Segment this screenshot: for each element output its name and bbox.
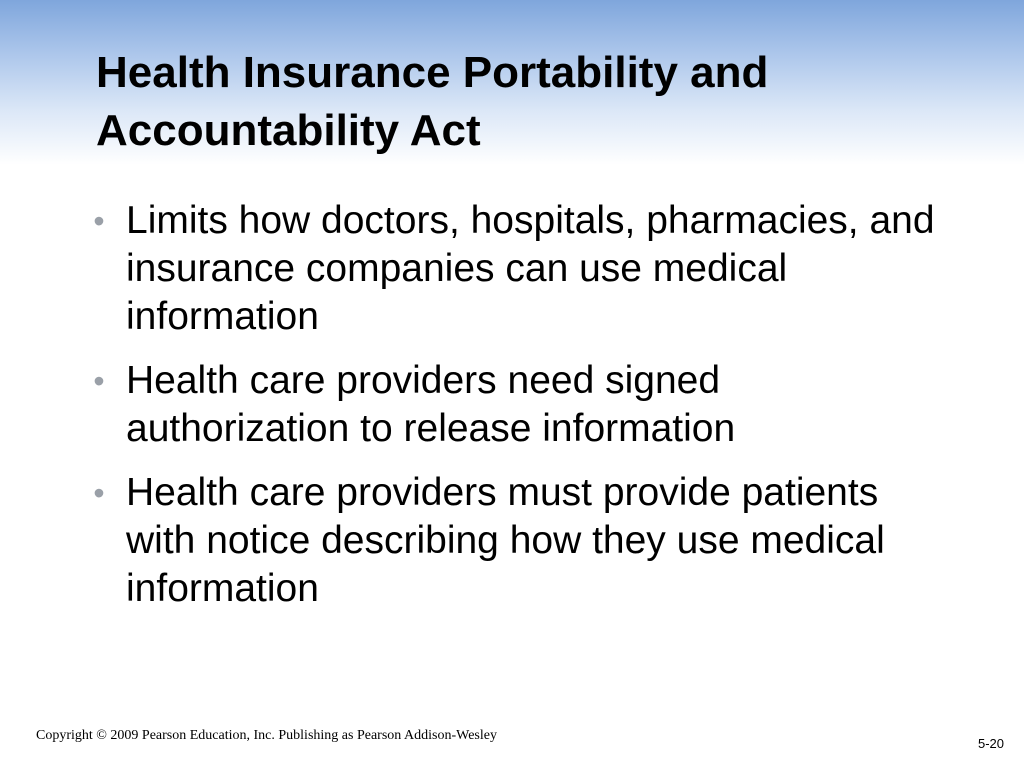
bullet-item [84, 469, 954, 613]
bullet-marker: • [93, 363, 105, 399]
bullet-item [84, 197, 954, 341]
bullet-item [84, 357, 954, 453]
slide-title: Health Insurance Portability and Accountability Act [96, 48, 769, 155]
bullet-text: Health care providers need signed authorization to release information [126, 359, 736, 450]
bullet-text: Health care providers must provide patients with notice describing how they use medical information [126, 471, 885, 610]
page-number: 5-20 [977, 736, 1004, 751]
bullet-marker: • [93, 475, 105, 511]
bullet-marker: • [93, 203, 105, 239]
bullet-text: Limits how doctors, hospitals, pharmacies, and insurance companies can use medical information [126, 199, 935, 338]
copyright-notice: Copyright © 2009 Pearson Education, Inc. Publishing as Pearson Addison-Wesley [36, 728, 497, 743]
bullet-list [84, 197, 954, 629]
